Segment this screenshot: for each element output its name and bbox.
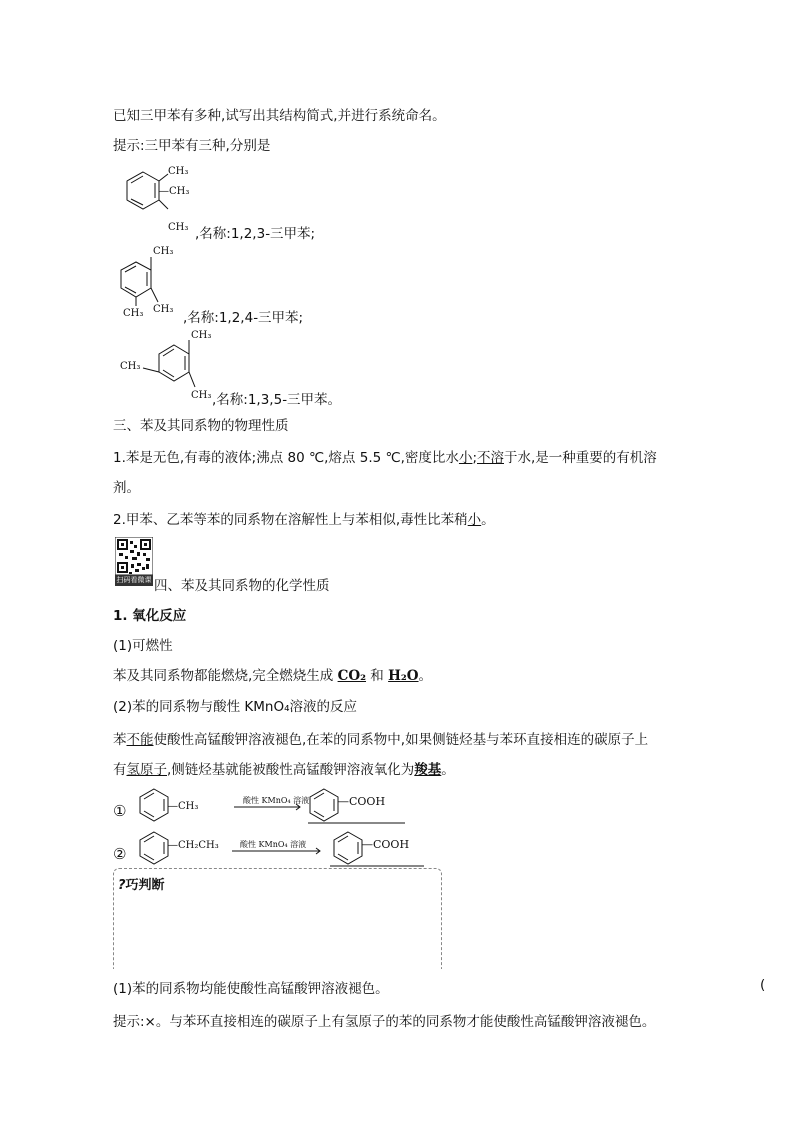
combustion-text: 苯及其同系物都能燃烧,完全燃烧生成 CO₂ 和 H₂O。: [113, 668, 433, 684]
ch3-label: CH₃: [153, 246, 174, 257]
answer-blank: CO₂: [337, 668, 367, 684]
condition-label: 酸性 KMnO₄ 溶液: [243, 796, 310, 805]
answer-blank: 羧基: [414, 762, 442, 778]
question-text: 已知三甲苯有多种,试写出其结构简式,并进行系统命名。: [113, 108, 446, 124]
struct1-name: ,名称:1,2,3-三甲苯;: [195, 226, 316, 242]
ch3-label: CH₃: [123, 308, 144, 319]
oxidation-text: 苯不能使酸性高锰酸钾溶液褪色,在苯的同系物中,如果侧链烃基与苯环直接相连的碳原子上: [113, 732, 649, 748]
subsection-item: (2)苯的同系物与酸性 KMnO₄溶液的反应: [113, 699, 358, 715]
answer-blank: 不能: [126, 732, 154, 748]
ch3-label: CH₃: [153, 304, 174, 315]
reaction-number: ②: [113, 845, 127, 863]
answer-blank: 氢原子: [126, 762, 167, 778]
product-label: —COOH: [338, 795, 386, 808]
struct-135-trimethylbenzene: [113, 325, 218, 407]
answer-paren: (: [760, 977, 766, 993]
struct-123-trimethylbenzene: [113, 160, 203, 235]
paragraph-1: 1.苯是无色,有毒的液体;沸点 80 ℃,熔点 5.5 ℃,密度比水小;不溶于水,是一种重要的有机溶: [113, 450, 657, 466]
ch3-label: CH₃: [168, 166, 189, 177]
reaction-number: ①: [113, 802, 127, 820]
substituent-label: —CH₃: [168, 801, 199, 812]
condition-label: 酸性 KMnO₄ 溶液: [240, 840, 307, 849]
hint-text: 提示:三甲苯有三种,分别是: [113, 138, 271, 154]
struct2-name: ,名称:1,2,4-三甲苯;: [183, 310, 304, 326]
qr-code-icon[interactable]: [115, 537, 153, 587]
subsection-title: 1. 氧化反应: [113, 608, 187, 624]
ch3-label: CH₃: [168, 222, 189, 233]
ch3-label: CH₃: [191, 330, 212, 341]
paragraph-1-cont: 剂。: [113, 480, 140, 496]
qr-caption: 扫码看微课: [116, 576, 152, 584]
ch3-label: —CH₃: [159, 186, 190, 197]
paragraph-2: 2.甲苯、乙苯等苯的同系物在溶解性上与苯相似,毒性比苯稍小。: [113, 512, 495, 528]
judge-title: ?巧判断: [118, 878, 165, 893]
answer-blank: 小: [458, 450, 473, 466]
struct3-name: ,名称:1,3,5-三甲苯。: [212, 392, 342, 408]
judge-question: (1)苯的同系物均能使酸性高锰酸钾溶液褪色。: [113, 981, 389, 997]
answer-blank: 小: [467, 512, 482, 528]
judge-hint: 提示:×。与苯环直接相连的碳原子上有氢原子的苯的同系物才能使酸性高锰酸钾溶液褪色。: [113, 1014, 656, 1030]
reaction-toluene-oxidation: [130, 785, 410, 830]
ch3-label: CH₃: [120, 361, 141, 372]
answer-blank: H₂O: [388, 668, 419, 684]
product-label: —COOH: [362, 838, 410, 851]
reaction-ethylbenzene-oxidation: [130, 828, 430, 873]
answer-blank: 不溶: [477, 450, 504, 466]
oxidation-text-cont: 有氢原子,侧链烃基就能被酸性高锰酸钾溶液氧化为羧基。: [113, 762, 455, 778]
section-title: 四、苯及其同系物的化学性质: [154, 578, 330, 594]
section-title: 三、苯及其同系物的物理性质: [113, 418, 289, 434]
substituent-label: —CH₂CH₃: [168, 840, 219, 851]
subsection-item: (1)可燃性: [113, 638, 173, 654]
ch3-label: CH₃: [191, 390, 212, 401]
question-mark-icon: ?: [118, 878, 126, 893]
